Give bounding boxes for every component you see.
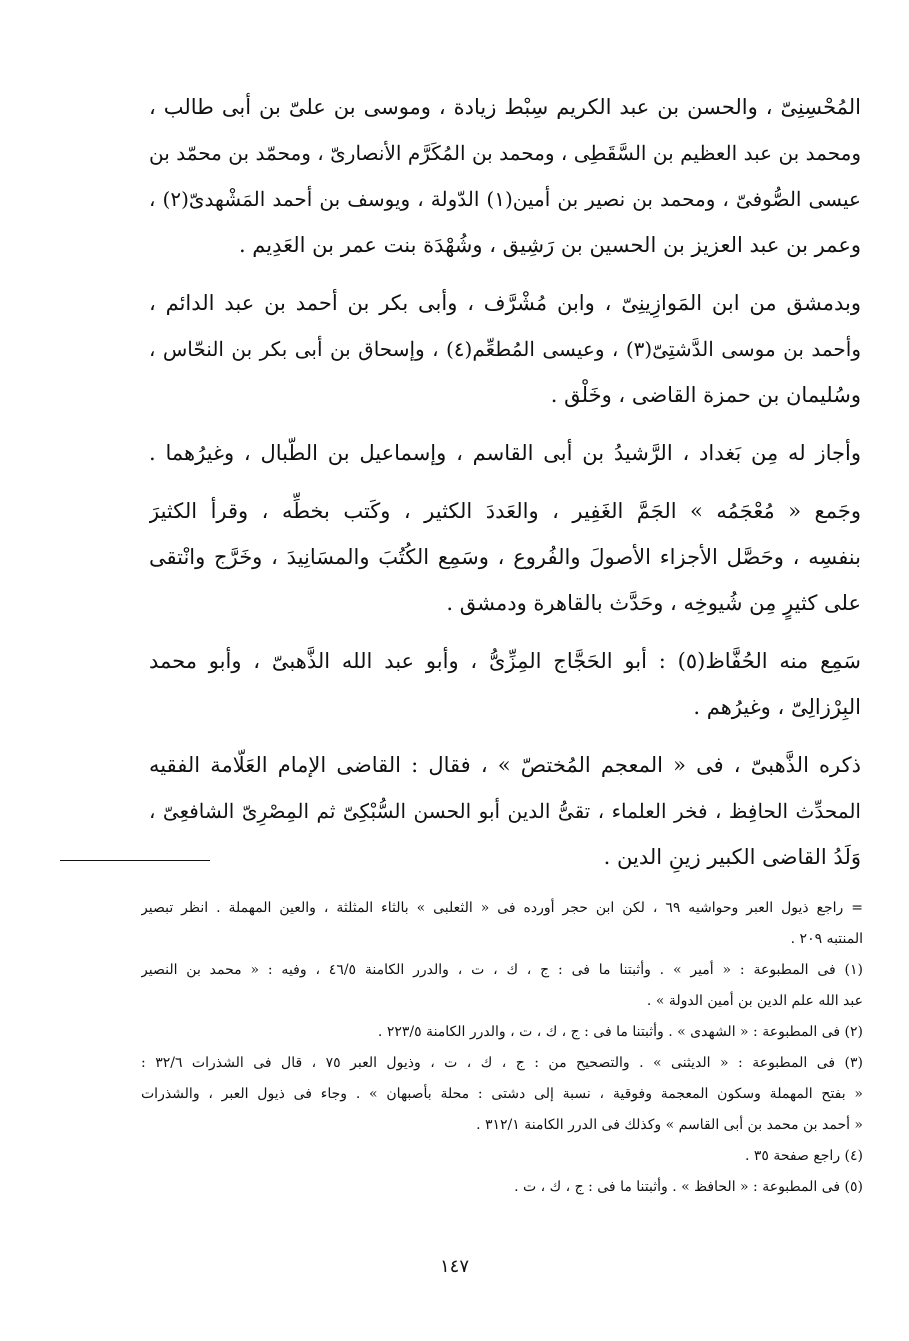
footnote-separator <box>60 860 210 861</box>
footnote-line: « أحمد بن محمد بن أبى القاسم » وكذلك فى الدرر الكامنة ٣١٢/١ . <box>476 1117 863 1133</box>
text-line: وجَمع « مُعْجَمُه » الجَمَّ الغَفِير ، والعَددَ الكثير ، وكَتب بخطِّه ، وقرأ الكثيرَ <box>149 499 861 523</box>
text-line: المُحْسِنِىّ ، والحسن بن عبد الكريم سِبْط زيادة ، وموسى بن علىّ بن أبى طالب ، <box>149 95 861 119</box>
text-line: عيسى الصُّوفىّ ، ومحمد بن نصير بن أمين(١) الدّولة ، ويوسف بن أحمد المَشْهدىّ(٢) ، <box>149 187 861 211</box>
paragraph-6 <box>149 742 861 880</box>
text-line: المحدِّث الحافِظ ، فخر العلماء ، تقىُّ الدين أبو الحسن السُّبْكِىّ ثم المِصْرِىّ الشافعِىّ ، <box>149 799 861 823</box>
text-line: سَمِع منه الحُفَّاظ(٥) : أبو الحَجَّاج المِزِّىُّ ، وأبو عبد الله الذَّهبىّ ، وأبو محمد <box>149 649 861 673</box>
paragraph-4 <box>149 488 861 626</box>
page-number: ١٤٧ <box>439 1256 469 1277</box>
text-line: على كثيرٍ مِن شُيوخِه ، وحَدَّث بالقاهرة ودمشق . <box>446 591 861 615</box>
text-line: وبدمشق من ابن المَوازِينِىّ ، وابن مُشْرَّف ، وأبى بكر بن أحمد بن عبد الدائم ، <box>149 291 861 315</box>
footnotes <box>141 893 863 1203</box>
footnote-line: المنتبه ٢٠٩ . <box>790 931 863 947</box>
footnote-line: (١) فى المطبوعة : « أمير » . وأثبتنا ما فى : ج ، ك ، ت ، والدرر الكامنة ٤٦/٥ ، وفيه : « محمد بن النصير <box>141 962 863 978</box>
paragraph-3 <box>149 430 861 476</box>
text-line: وعمر بن عبد العزيز بن الحسين بن رَشِيق ، وشُهْدَة بنت عمر بن العَدِيم . <box>238 233 861 257</box>
footnote-line: (٣) فى المطبوعة : « الديثنى » . والتصحيح من : ج ، ك ، ت ، وذيول العبر ٧٥ ، قال فى الشذرات ٣٢/٦ : <box>141 1055 863 1071</box>
footnote-line: عبد الله علم الدين بن أمين الدولة » . <box>646 993 863 1009</box>
main-text <box>149 84 861 880</box>
text-line: وأحمد بن موسى الدَّشتِىّ(٣) ، وعيسى المُطعِّم(٤) ، وإسحاق بن أبى بكر بن النحّاس ، <box>149 337 861 361</box>
footnote-line: (٤) راجع صفحة ٣٥ . <box>744 1148 863 1164</box>
text-line: وَلَدُ القاضى الكبير زينِ الدين . <box>603 845 861 869</box>
text-line: ذكره الذَّهبىّ ، فى « المعجم المُختصّ » ، فقال : القاضى الإمام العَلّامة الفقيه <box>149 753 861 777</box>
footnote-line: « بفتح المهملة وسكون المعجمة وفوقية ، نسبة إلى دشتى : محلة بأصبهان » . وجاء فى ذيول العبر ، والشذرات <box>141 1086 863 1102</box>
text-line: البِرْزالِىّ ، وغيرُهم . <box>693 695 861 719</box>
text-line: وسُليمان بن حمزة القاضى ، وخَلْق . <box>550 383 861 407</box>
text-line: وأجاز له مِن بَغداد ، الرَّشيدُ بن أبى القاسم ، وإسماعيل بن الطّبال ، وغيرُهما . <box>149 441 861 465</box>
footnote-line: (٥) فى المطبوعة : « الحافظ » . وأثبتنا ما فى : ج ، ك ، ت . <box>514 1179 863 1195</box>
paragraph-2 <box>149 280 861 418</box>
text-line: بنفسِه ، وحَصَّل الأجزاء الأصولَ والفُروع ، وسَمِع الكُتُبَ والمسَانِيدَ ، وخَرَّج وانْتقى <box>149 545 861 569</box>
paragraph-1 <box>149 84 861 268</box>
paragraph-5 <box>149 638 861 730</box>
footnote-line: = راجع ذيول العبر وحواشيه ٦٩ ، لكن ابن حجر أورده فى « الثعلبى » بالثاء المثلثة ، والعين المهملة . انظر تبصير <box>141 900 863 916</box>
text-line: ومحمد بن عبد العظيم بن السَّقَطِى ، ومحمد بن المُكَرَّم الأنصارىّ ، ومحمّد بن محمّد بن <box>149 141 861 165</box>
footnote-line: (٢) فى المطبوعة : « الشهدى » . وأثبتنا ما فى : ج ، ك ، ت ، والدرر الكامنة ٢٢٣/٥ . <box>377 1024 863 1040</box>
